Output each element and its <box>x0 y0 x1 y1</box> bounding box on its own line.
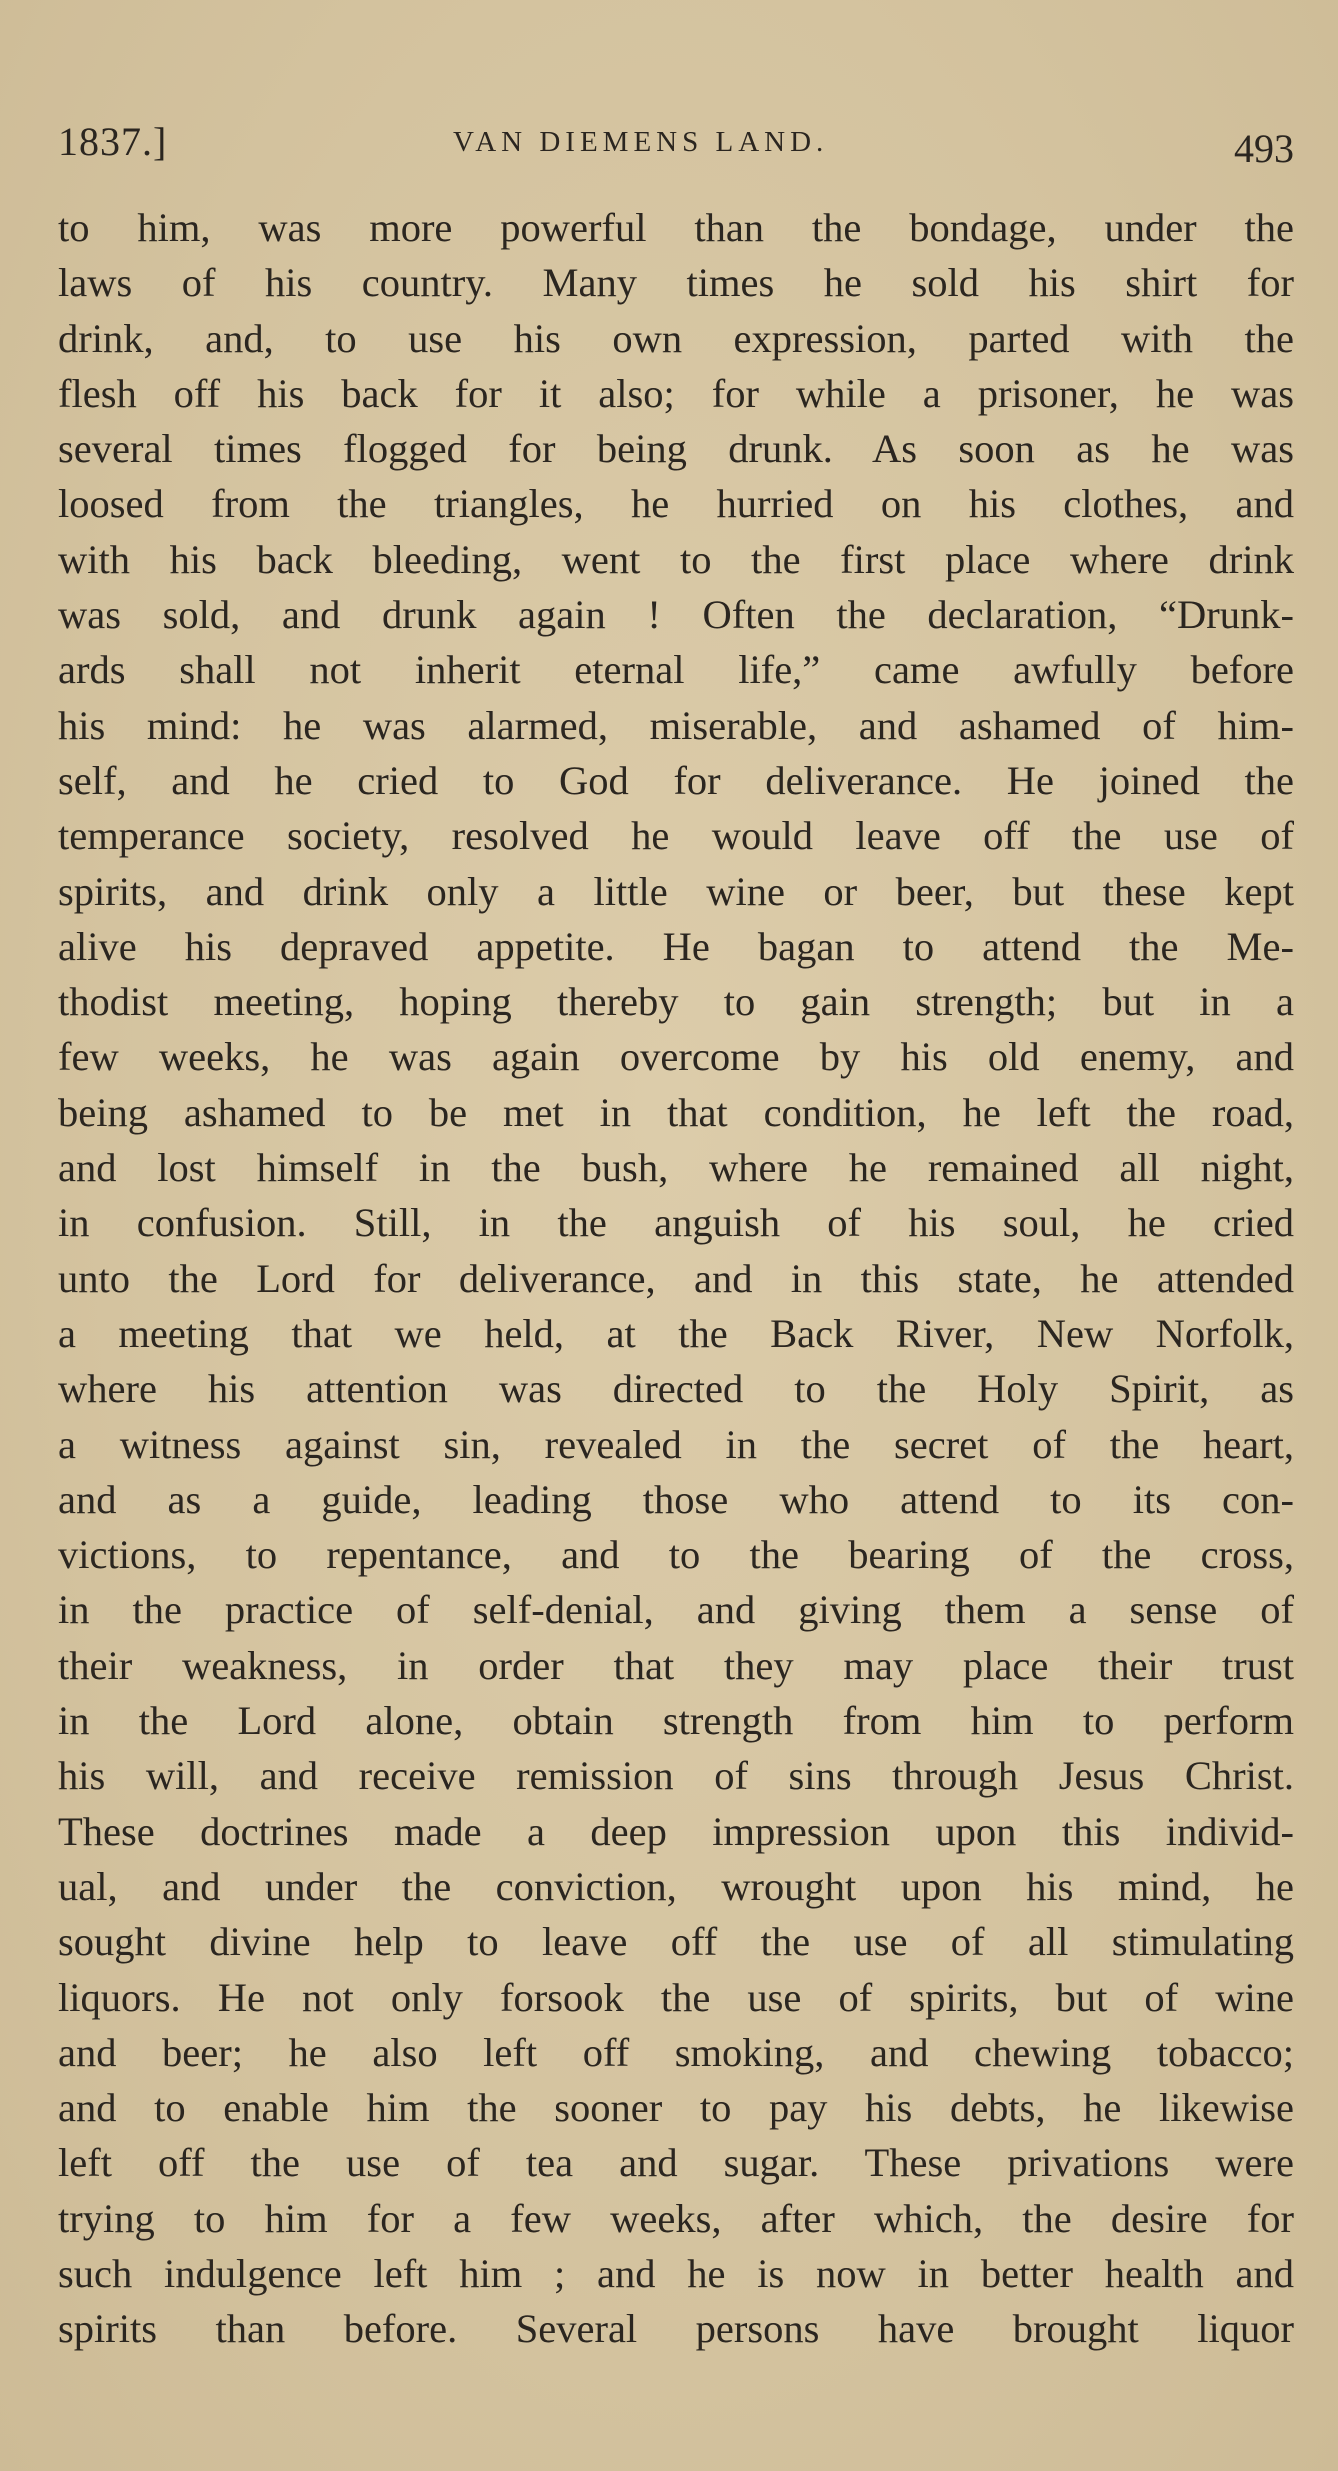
text-line: being ashamed to be met in that condition, he left the road, <box>58 1089 1294 1135</box>
text-line: his mind: he was alarmed, miserable, and ashamed of him- <box>58 702 1294 748</box>
text-line: and lost himself in the bush, where he remained all night, <box>58 1145 1294 1191</box>
text-line: in confusion. Still, in the anguish of his soul, he cried <box>58 1200 1294 1246</box>
text-line: left off the use of tea and sugar. These privations were <box>58 2140 1294 2186</box>
text-line: sought divine help to leave off the use of all stimulating <box>58 1919 1294 1965</box>
text-line: with his back bleeding, went to the first place where drink <box>58 536 1294 582</box>
text-line: a witness against sin, revealed in the secret of the heart, <box>58 1421 1294 1467</box>
text-line: few weeks, he was again overcome by his old enemy, and <box>58 1034 1294 1080</box>
text-line: in the practice of self-denial, and giving them a sense of <box>58 1587 1294 1633</box>
text-line: loosed from the triangles, he hurried on his clothes, and <box>58 481 1294 527</box>
text-line: his will, and receive remission of sins through Jesus Christ. <box>58 1753 1294 1799</box>
text-line: victions, to repentance, and to the bearing of the cross, <box>58 1532 1294 1578</box>
text-line: ual, and under the conviction, wrought upon his mind, he <box>58 1863 1294 1909</box>
text-line: self, and he cried to God for deliverance. He joined the <box>58 757 1294 803</box>
text-line: was sold, and drunk again ! Often the declaration, “Drunk- <box>58 592 1294 638</box>
text-line: in the Lord alone, obtain strength from him to perform <box>58 1698 1294 1744</box>
text-line: spirits, and drink only a little wine or beer, but these kept <box>58 868 1294 914</box>
text-line: trying to him for a few weeks, after which, the desire for <box>58 2195 1294 2241</box>
header-year: 1837.] <box>58 119 168 164</box>
header-title: VAN DIEMENS LAND. <box>453 126 829 158</box>
text-line: alive his depraved appetite. He bagan to attend the Me- <box>58 923 1294 969</box>
text-line: drink, and, to use his own expression, parted with the <box>58 315 1294 361</box>
page-number: 493 <box>1234 126 1294 171</box>
text-line: several times flogged for being drunk. As soon as he was <box>58 426 1294 472</box>
text-line: temperance society, resolved he would leave off the use of <box>58 813 1294 859</box>
body-text <box>58 200 1294 2357</box>
text-line: flesh off his back for it also; for while a prisoner, he was <box>58 370 1294 416</box>
text-line: These doctrines made a deep impression upon this individ- <box>58 1808 1294 1854</box>
text-line: a meeting that we held, at the Back River, New Norfolk, <box>58 1310 1294 1356</box>
text-line: where his attention was directed to the Holy Spirit, as <box>58 1366 1294 1412</box>
text-line: thodist meeting, hoping thereby to gain strength; but in a <box>58 979 1294 1025</box>
text-line: and as a guide, leading those who attend to its con- <box>58 1476 1294 1522</box>
text-line: their weakness, in order that they may place their trust <box>58 1642 1294 1688</box>
text-line: laws of his country. Many times he sold his shirt for <box>58 260 1294 306</box>
text-line: spirits than before. Several persons have brought liquor <box>58 2306 1294 2352</box>
text-line: to him, was more powerful than the bondage, under the <box>58 205 1294 250</box>
text-line: and beer; he also left off smoking, and chewing tobacco; <box>58 2029 1294 2075</box>
text-line: unto the Lord for deliverance, and in this state, he attended <box>58 1255 1294 1301</box>
text-line: liquors. He not only forsook the use of spirits, but of wine <box>58 1974 1294 2020</box>
text-line: and to enable him the sooner to pay his debts, he likewise <box>58 2085 1294 2131</box>
running-header <box>58 118 1294 178</box>
text-line: ards shall not inherit eternal life,” came awfully before <box>58 647 1294 693</box>
text-line: such indulgence left him ; and he is now in better health and <box>58 2250 1294 2296</box>
